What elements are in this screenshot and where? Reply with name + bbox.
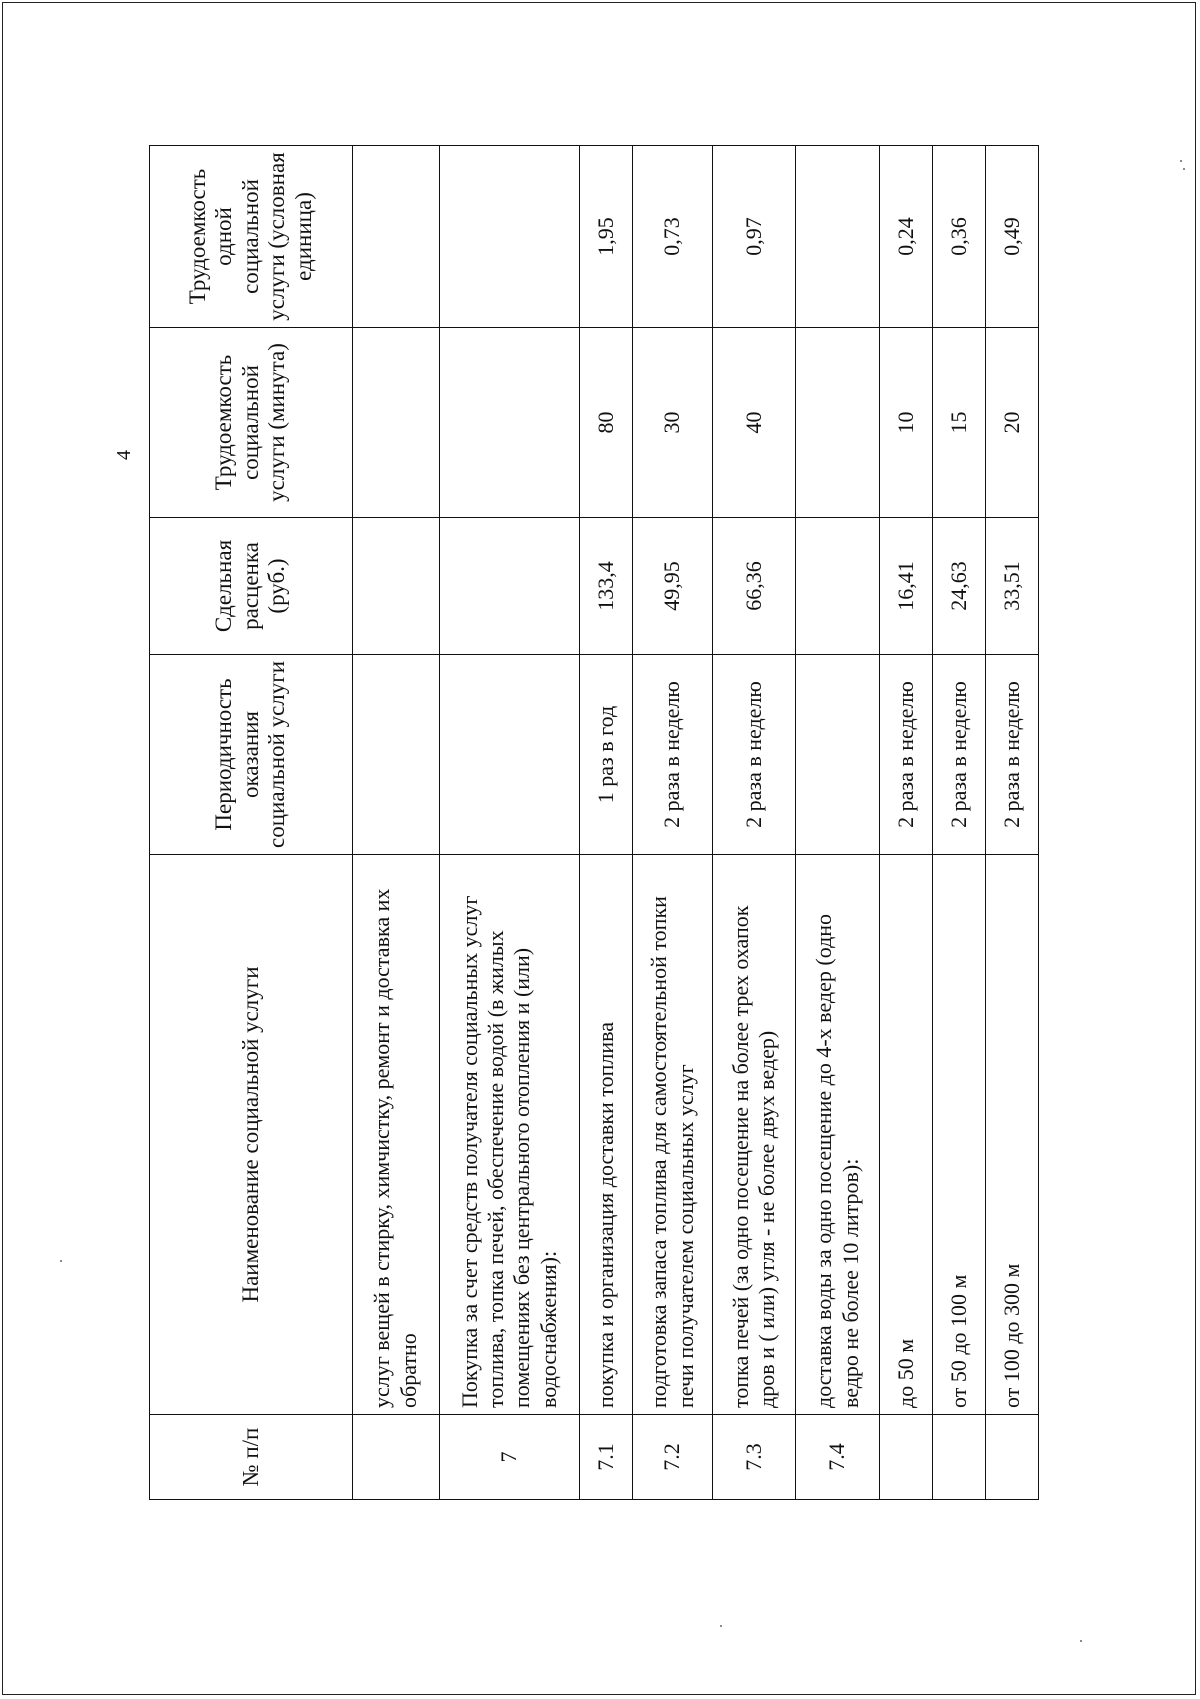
page-number: 4: [113, 450, 135, 460]
cell-rate: 24,63: [932, 518, 985, 655]
cell-minutes: [353, 328, 440, 518]
table-header-row: [150, 146, 353, 1500]
header-rate: Сдельная расценка (руб.): [150, 518, 353, 655]
cell-periodicity: [353, 655, 440, 855]
cell-name: от 50 до 100 м: [932, 855, 985, 1415]
cell-units: 0,24: [879, 146, 932, 328]
header-minutes: Трудоемкость социальной услуги (минута): [150, 328, 353, 518]
table-row: [353, 146, 440, 1500]
cell-minutes: [439, 328, 580, 518]
cell-periodicity: 2 раза в неделю: [712, 655, 796, 855]
table-row: [580, 146, 633, 1500]
scan-speck: [720, 1625, 722, 1627]
cell-minutes: 80: [580, 328, 633, 518]
header-name: Наименование социальной услуги: [150, 855, 353, 1415]
cell-num: [879, 1415, 932, 1500]
cell-periodicity: 2 раза в неделю: [633, 655, 713, 855]
cell-num: [353, 1415, 440, 1500]
cell-units: 0,97: [712, 146, 796, 328]
cell-minutes: 10: [879, 328, 932, 518]
table-row: [439, 146, 580, 1500]
cell-periodicity: 2 раза в неделю: [985, 655, 1038, 855]
cell-minutes: 30: [633, 328, 713, 518]
cell-rate: 66,36: [712, 518, 796, 655]
scan-speck: [1080, 1640, 1082, 1642]
cell-units: [796, 146, 880, 328]
cell-rate: 33,51: [985, 518, 1038, 655]
cell-minutes: [796, 328, 880, 518]
cell-name: топка печей (за одно посещение на более трех охапок дров и ( или) угля - не более двух ведер): [712, 855, 796, 1415]
cell-periodicity: 2 раза в неделю: [932, 655, 985, 855]
cell-name: услуг вещей в стирку, химчистку, ремонт и доставка их обратно: [353, 855, 440, 1415]
cell-num: 7.2: [633, 1415, 713, 1500]
cell-name: от 100 до 300 м: [985, 855, 1038, 1415]
cell-units: [353, 146, 440, 328]
scan-speck: [60, 1260, 62, 1262]
cell-num: [932, 1415, 985, 1500]
cell-name: покупка и организация доставки топлива: [580, 855, 633, 1415]
cell-name: подготовка запаса топлива для самостоятельной топки печи получателем социальных услуг: [633, 855, 713, 1415]
cell-periodicity: 2 раза в неделю: [879, 655, 932, 855]
cell-num: 7.3: [712, 1415, 796, 1500]
cell-name: Покупка за счет средств получателя социальных услуг топлива, топка печей, обеспечение водой (в жилых помещениях без центрального отопления и (или) водоснабжения):: [439, 855, 580, 1415]
header-num: № п/п: [150, 1415, 353, 1500]
cell-rate: 16,41: [879, 518, 932, 655]
cell-minutes: 15: [932, 328, 985, 518]
cell-units: [439, 146, 580, 328]
scan-speck: [1180, 160, 1182, 162]
cell-units: 0,36: [932, 146, 985, 328]
cell-units: 1,95: [580, 146, 633, 328]
cell-name: до 50 м: [879, 855, 932, 1415]
cell-units: 0,49: [985, 146, 1038, 328]
scan-speck: [1183, 168, 1185, 170]
services-table: [149, 145, 1039, 1500]
rotated-table-container: [149, 146, 1039, 1500]
header-periodicity: Периодичность оказания социальной услуги: [150, 655, 353, 855]
table-row: [796, 146, 880, 1500]
cell-num: 7.4: [796, 1415, 880, 1500]
table-row: [879, 146, 932, 1500]
cell-num: [985, 1415, 1038, 1500]
table-row: [712, 146, 796, 1500]
header-units: Трудоемкость одной социальной услуги (условная единица): [150, 146, 353, 328]
cell-num: 7: [439, 1415, 580, 1500]
cell-rate: [796, 518, 880, 655]
cell-rate: [439, 518, 580, 655]
cell-rate: 49,95: [633, 518, 713, 655]
cell-num: 7.1: [580, 1415, 633, 1500]
cell-rate: [353, 518, 440, 655]
table-row: [985, 146, 1038, 1500]
table-row: [932, 146, 985, 1500]
cell-minutes: 20: [985, 328, 1038, 518]
cell-rate: 133,4: [580, 518, 633, 655]
cell-units: 0,73: [633, 146, 713, 328]
cell-periodicity: [439, 655, 580, 855]
cell-periodicity: 1 раз в год: [580, 655, 633, 855]
cell-name: доставка воды за одно посещение до 4-х ведер (одно ведро не более 10 литров):: [796, 855, 880, 1415]
cell-minutes: 40: [712, 328, 796, 518]
cell-periodicity: [796, 655, 880, 855]
table-row: [633, 146, 713, 1500]
